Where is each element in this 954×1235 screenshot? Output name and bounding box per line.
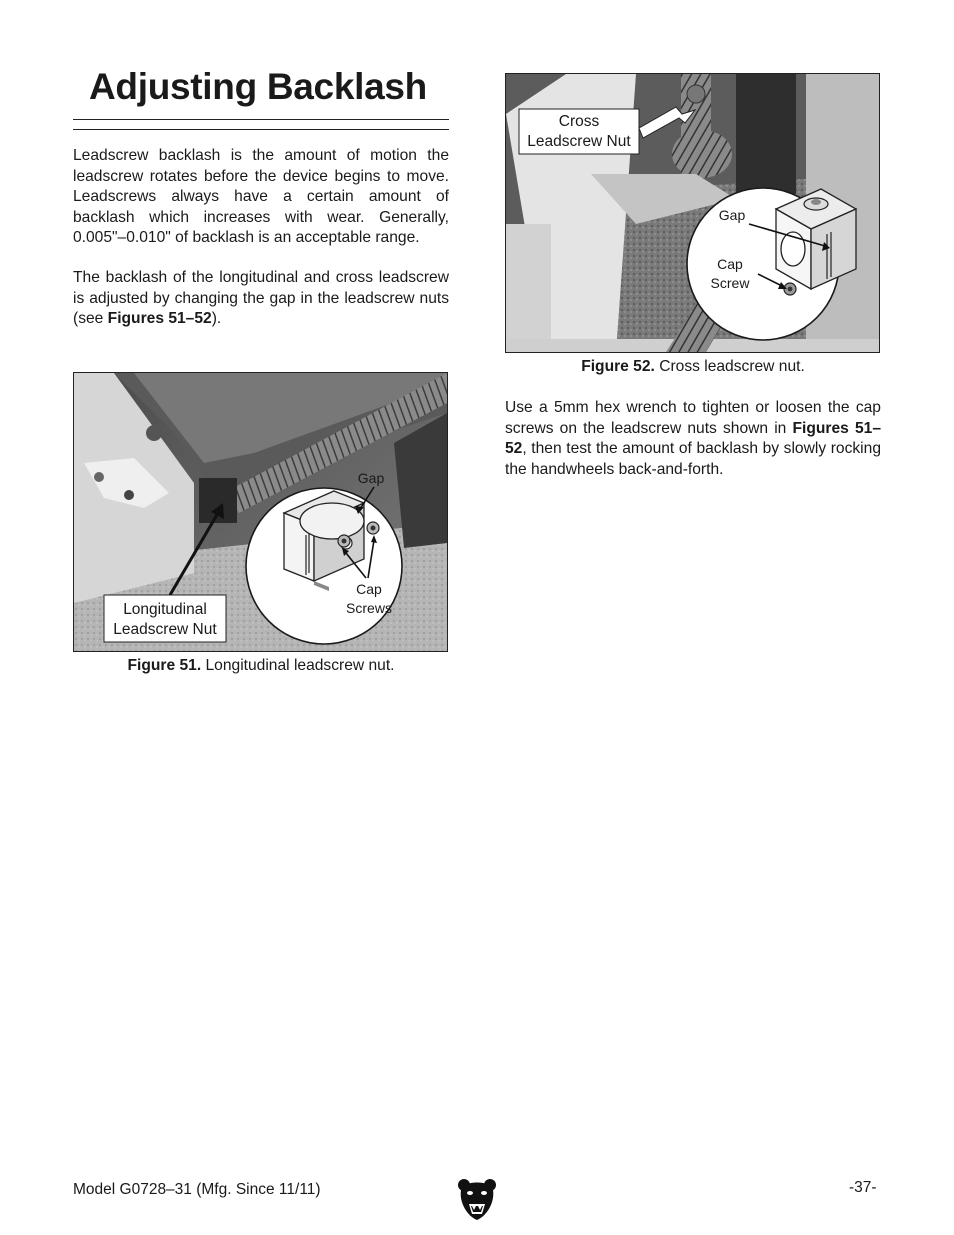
figure-reference: Figures 51–52 <box>107 310 212 327</box>
figure-52-label-screw: Screw <box>710 275 750 291</box>
figure-52-caption: Figure 52. Cross leadscrew nut. <box>581 358 805 375</box>
figure-51-photo <box>74 373 447 651</box>
bear-head-logo <box>457 1176 497 1222</box>
paragraph-cap-screws: Use a 5mm hex wrench to tighten or loosen the cap screws on the leadscrew nuts shown in Figures 51–52, then test the amount of backlash by slowly rocking the handwheels back-and-forth. <box>505 399 881 478</box>
figure-reference: Figures 51–52 <box>505 419 881 457</box>
figure-52 <box>505 73 880 353</box>
title-rule-top <box>73 119 449 120</box>
page-title: Adjusting Backlash <box>89 66 427 107</box>
title-rule-bottom <box>73 129 449 130</box>
figure-52-photo <box>506 74 879 352</box>
footer-page-number: -37- <box>849 1179 877 1196</box>
figure-51-label-nut-line1: Longitudinal <box>123 601 207 618</box>
figure-51-label-nut-line2: Leadscrew Nut <box>113 621 217 638</box>
figure-51-label-cap: Cap <box>356 581 382 597</box>
figure-51-label-screws: Screws <box>346 600 392 616</box>
figure-52-label-gap: Gap <box>718 207 746 223</box>
paragraph-backlash-intro: Leadscrew backlash is the amount of motion the leadscrew rotates before the device begins to move. Leadscrews always have a certain amount of backlash which increases with wear. Generally, 0.005"–0.010" of backlash is an acceptable range. <box>73 147 449 246</box>
figure-51 <box>73 372 448 652</box>
figure-51-caption: Figure 51. Longitudinal leadscrew nut. <box>127 657 395 674</box>
paragraph-backlash-adjust: The backlash of the longitudinal and cross leadscrew is adjusted by changing the gap in the leadscrew nuts (see Figures 51–52). <box>73 269 449 327</box>
figure-51-label-gap: Gap <box>357 470 385 486</box>
figure-52-label-cap: Cap <box>717 256 743 272</box>
figure-52-label-nut-line2: Leadscrew Nut <box>527 133 631 150</box>
footer-model: Model G0728–31 (Mfg. Since 11/11) <box>73 1181 321 1198</box>
figure-52-label-nut-line1: Cross <box>558 113 600 130</box>
